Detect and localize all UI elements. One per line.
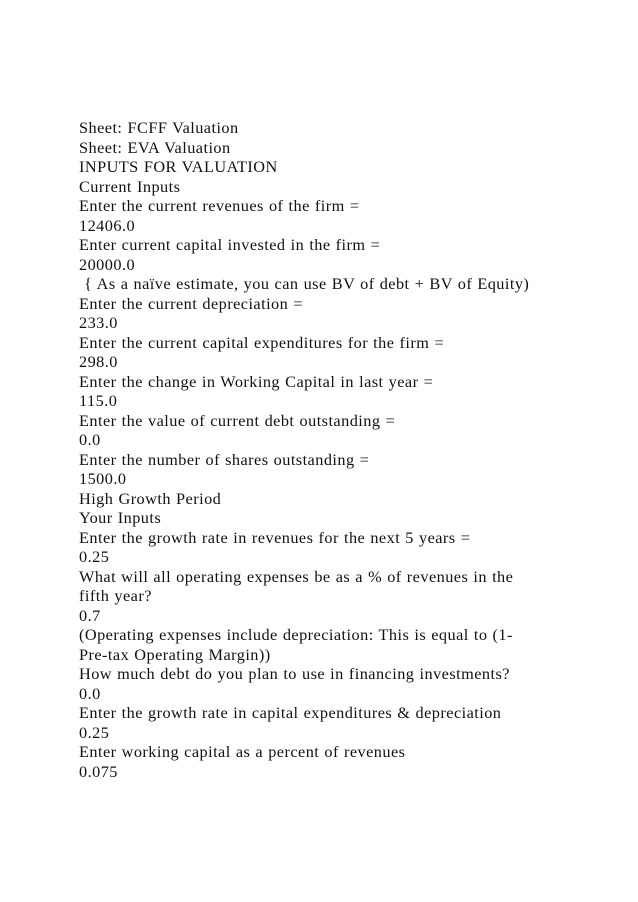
depreciation-label: Enter the current depreciation =: [79, 293, 303, 313]
sheet-title-fcff: Sheet: FCFF Valuation: [79, 118, 239, 137]
operating-expenses-note-cont: Pre-tax Operating Margin)): [79, 644, 271, 664]
operating-expenses-value: 0.7: [79, 605, 101, 625]
working-capital-pct-value: 0.075: [79, 761, 118, 781]
capex-growth-value: 0.25: [79, 722, 110, 742]
revenue-growth-label: Enter the growth rate in revenues for the next 5 years =: [79, 527, 471, 547]
operating-expenses-label: What will all operating expenses be as a % of revenues in the: [79, 566, 514, 586]
capex-growth-label: Enter the growth rate in capital expenditures & depreciation: [79, 703, 502, 722]
high-growth-heading: High Growth Period: [79, 488, 222, 508]
debt-outstanding-label: Enter the value of current debt outstanding =: [79, 410, 396, 430]
capital-invested-value: 20000.0: [79, 254, 136, 274]
debt-outstanding-value: 0.0: [79, 430, 101, 449]
document-text: [79, 118, 619, 781]
sheet-title-eva: Sheet: EVA Valuation: [79, 137, 231, 157]
working-capital-pct-label: Enter working capital as a percent of revenues: [79, 742, 406, 761]
working-capital-change-value: 115.0: [79, 391, 118, 410]
revenue-growth-value: 0.25: [79, 547, 110, 566]
debt-financing-label: How much debt do you plan to use in financing investments?: [79, 664, 510, 683]
revenues-value: 12406.0: [79, 215, 136, 235]
capital-invested-note: { As a naïve estimate, you can use BV of debt + BV of Equity): [79, 274, 530, 293]
depreciation-value: 233.0: [79, 313, 118, 332]
operating-expenses-label-cont: fifth year?: [79, 586, 152, 605]
shares-outstanding-label: Enter the number of shares outstanding =: [79, 449, 370, 469]
debt-financing-value: 0.0: [79, 683, 101, 703]
capex-value: 298.0: [79, 352, 118, 371]
revenues-label: Enter the current revenues of the firm =: [79, 196, 360, 215]
your-inputs-heading: Your Inputs: [79, 508, 162, 527]
inputs-heading: INPUTS FOR VALUATION: [79, 157, 278, 176]
operating-expenses-note: (Operating expenses include depreciation: This is equal to (1-: [79, 625, 513, 644]
working-capital-change-label: Enter the change in Working Capital in last year =: [79, 371, 434, 391]
shares-outstanding-value: 1500.0: [79, 469, 127, 488]
capital-invested-label: Enter current capital invested in the firm =: [79, 235, 381, 254]
current-inputs-heading: Current Inputs: [79, 176, 181, 196]
capex-label: Enter the current capital expenditures for the firm =: [79, 332, 445, 352]
